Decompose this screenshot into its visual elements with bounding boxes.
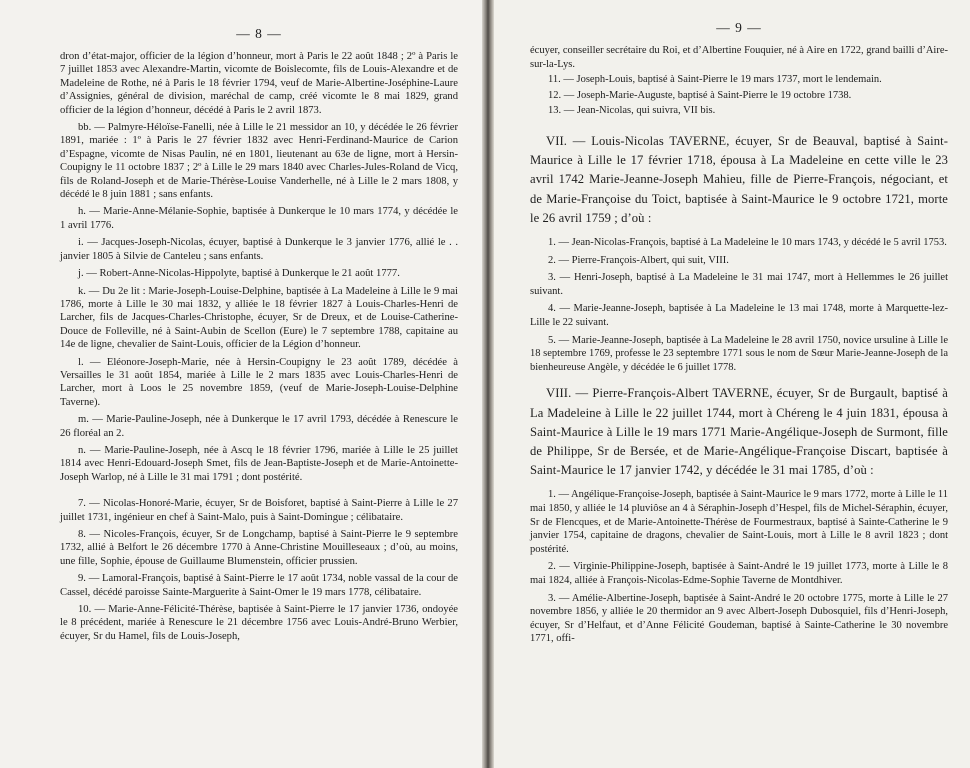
right-page bbox=[494, 0, 970, 768]
numbered-entry: 7. — Nicolas-Honoré-Marie, écuyer, Sr de Boisforet, baptisé à Saint-Pierre à Lille le 27 juillet 1731, ingénieur en chef à Saint-Malo, puis à Saint-Domingue ; célibataire. bbox=[60, 498, 458, 523]
chapter-vii-heading: VII. — Louis-Nicolas TAVERNE, écuyer, Sr de Beauval, baptisé à Saint-Maurice à Lille le 17 février 1718, épousa à La Madeleine en cette ville le 23 avril 1742 Marie-Jeanne-Joseph Mahieu, fille de Pierre-François, négociant, et de Marie-Françoise du Toict, baptisée à Saint-Maurice le 9 octobre 1721, morte le 26 avril 1759 ; d’où : bbox=[530, 133, 948, 225]
paragraph: m. — Marie-Pauline-Joseph, née à Dunkerque le 17 avril 1793, décédée à Renescure le 26 floréal an 2. bbox=[60, 414, 458, 439]
numbered-entry: 9. — Lamoral-François, baptisé à Saint-Pierre le 17 août 1734, noble vassal de la cour de Cassel, décédé paroisse Sainte-Marguerite à Saint-Omer le 19 mars 1778, célibataire. bbox=[60, 573, 458, 598]
child-entry: 1. — Angélique-Françoise-Joseph, baptisée à Saint-Maurice le 9 mars 1772, morte à Lille le 11 mai 1850, y alliée le 14 pluviôse an 4 à Séraphin-Joseph d’Hespel, fils de Michel-Séraphin, écuyer, Sr de Flencques, et de Marie-Antoinette-Thérèse de Fourmestraux, baptisé à Sainte-Catherine le 9 janvier 1754, capitaine de dragons, chevalier de Saint-Louis, mort à Lille le 8 avril 1823 ; dont postérité. bbox=[530, 489, 948, 555]
book-gutter bbox=[482, 0, 494, 768]
page-number-left: — 8 — bbox=[236, 26, 282, 41]
spacer bbox=[60, 488, 458, 497]
child-entry: 5. — Marie-Jeanne-Joseph, baptisée à La Madeleine le 28 avril 1750, novice ursuline à Lille le 18 septembre 1769, professe le 23 septembre 1771 sous le nom de Sœur Marie-Jeanne-Joseph de la bienheureuse Angèle, y décédée le 6 juillet 1778. bbox=[530, 334, 948, 373]
paragraph: dron d’état-major, officier de la légion d’honneur, mort à Paris le 22 août 1848 ; 2º à Paris le 7 juillet 1853 avec Alexandre-Martin, vicomte de Boislecomte, fils de Louis-Alexandre et de Madeleine de Rothe, né à Paris le 18 février 1794, veuf de Marie-Albertine-Joséphine-Laure d’Assignies, général de division, maréchal de camp, créé vicomte le 8 mai 1829, grand officier de la légion d’honneur, décédé à Paris le 2 avril 1873. bbox=[60, 51, 458, 116]
paragraph: n. — Marie-Pauline-Joseph, née à Ascq le 18 février 1796, mariée à Lille le 25 juillet 1814 avec Henri-Edouard-Joseph Smet, fils de Jean-Baptiste-Joseph et de Marie-Antoinette-Joseph Warlop, né à Lille le 31 mai 1791 ; dont postérité. bbox=[60, 444, 458, 483]
child-entry: 3. — Henri-Joseph, baptisé à La Madeleine le 31 mai 1747, mort à Hellemmes le 26 juillet suivant. bbox=[530, 272, 948, 297]
paragraph: k. — Du 2e lit : Marie-Joseph-Louise-Delphine, baptisée à La Madeleine à Lille le 9 mai 1786, morte à Lille le 30 mai 1832, y alliée le 18 février 1827 à Louis-Charles-Henri de Larcher, fils de Jacques-Charles-Christophe, écuyer, Sr de Dreux, et de Louise-Catherine-Douce de Folleville, né à Saint-Aubin de Scellon (Eure) le 7 septembre 1788, capitaine au 14e de ligne, chevalier de Saint-Louis, officier de la Légion d’honneur. bbox=[60, 285, 458, 351]
child-entry: 2. — Virginie-Philippine-Joseph, baptisée à Saint-André le 19 juillet 1773, morte à Lille le 8 mai 1824, alliée à François-Nicolas-Edme-Sophie Taverne de Montdhiver. bbox=[530, 561, 948, 586]
child-entry: 4. — Marie-Jeanne-Joseph, baptisée à La Madeleine le 13 mai 1748, morte à Marquette-lez-Lille le 22 suivant. bbox=[530, 303, 948, 328]
paragraph: l. — Eléonore-Joseph-Marie, née à Hersin-Coupigny le 23 août 1789, décédée à Versailles le 31 août 1854, mariée à Lille le 2 mars 1835 avec Louis-Charles-Henri de Larcher, mort à Loos le 25 novembre 1859, (veuf de Marie-Joseph-Louise-Delphine Taverne). bbox=[60, 356, 458, 408]
numbered-entry: 8. — Nicoles-François, écuyer, Sr de Longchamp, baptisé à Saint-Pierre le 9 septembre 1732, allié à Belfort le 26 décembre 1770 à Anne-Christine Mouilleseaux ; d’où, au moins, une fille, Sophie, épouse de Guillaume Blumenstein, officier prussien. bbox=[60, 529, 458, 567]
paragraph: j. — Robert-Anne-Nicolas-Hippolyte, baptisé à Dunkerque le 21 août 1777. bbox=[78, 268, 400, 280]
left-page bbox=[0, 0, 482, 768]
paragraph: i. — Jacques-Joseph-Nicolas, écuyer, baptisé à Dunkerque le 3 janvier 1776, allié le . . janvier 1805 à Silvie de Canteleu ; sans enfants. bbox=[60, 237, 458, 262]
paragraph: bb. — Palmyre-Héloïse-Fanelli, née à Lille le 21 messidor an 10, y décédée le 26 février 1891, mariée : 1º à Paris le 27 février 1832 avec Henri-Ferdinand-Maurice de Carion d’Espagne, vicomte de Nisas Paulin, né en 1801, lieutenant au 63e de ligne, mort à Hersin-Coupigny le 11 octobre 1837 ; 2º à Lille le 29 mars 1840 avec Charles-Jules-Roland de Vicq, fils de Roland-Joseph et de Marie-Thérèse-Louise Vanderhelle, né à Lille le 2 mars 1808, y décédé le 8 juin 1881 ; sans enfants. bbox=[60, 122, 458, 201]
child-entry: 2. — Pierre-François-Albert, qui suit, VIII. bbox=[548, 254, 729, 266]
numbered-entry: 11. — Joseph-Louis, baptisé à Saint-Pierre le 19 mars 1737, mort le lendemain. bbox=[548, 74, 882, 86]
numbered-entry: 13. — Jean-Nicolas, qui suivra, VII bis. bbox=[548, 105, 716, 117]
page-number-right: — 9 — bbox=[716, 20, 762, 35]
paragraph: h. — Marie-Anne-Mélanie-Sophie, baptisée à Dunkerque le 10 mars 1774, y décédée le 1 avril 1776. bbox=[60, 206, 458, 231]
child-entry: 1. — Jean-Nicolas-François, baptisé à La Madeleine le 10 mars 1743, y décédé le 5 avril 1753. bbox=[548, 236, 947, 248]
paragraph: écuyer, conseiller secrétaire du Roi, et d’Albertine Fouquier, né à Aire en 1722, grand bailli d’Aire-sur-la-Lys. bbox=[530, 45, 948, 70]
numbered-entry: 10. — Marie-Anne-Félicité-Thérèse, baptisée à Saint-Pierre le 17 janvier 1736, ondoyée le 8 précédent, mariée à Renescure le 21 décembre 1756 avec Louis-André-Bruno Werbier, écuyer, Sr du Hamel, fils de Louis-Joseph, bbox=[60, 604, 458, 642]
chapter-viii-heading: VIII. — Pierre-François-Albert TAVERNE, écuyer, Sr de Burgault, baptisé à La Madeleine à Lille le 22 juillet 1744, mort à Chéreng le 4 juin 1831, épousa à Saint-Maurice à Lille le 19 mars 1771 Marie-Angélique-Joseph de Surmont, fille de Philippe, Sr de Bersée, et de Marie-Angélique-Françoise Discart, baptisée à Saint-Maurice le 17 janvier 1742, y décédée le 31 mai 1785, d’où : bbox=[530, 386, 948, 478]
numbered-entry: 12. — Joseph-Marie-Auguste, baptisé à Saint-Pierre le 19 octobre 1738. bbox=[548, 89, 852, 101]
child-entry: 3. — Amélie-Albertine-Joseph, baptisée à Saint-André le 20 octobre 1775, morte à Lille le 27 novembre 1856, y alliée le 20 thermidor an 9 avec Albert-Joseph Dubosquiel, fils d’Henri-Joseph, écuyer, Sr d’Helfaut, et d’Anne Félicité Goudeman, baptisé à Sainte-Catherine le 30 novembre 1771, offi- bbox=[530, 592, 948, 645]
